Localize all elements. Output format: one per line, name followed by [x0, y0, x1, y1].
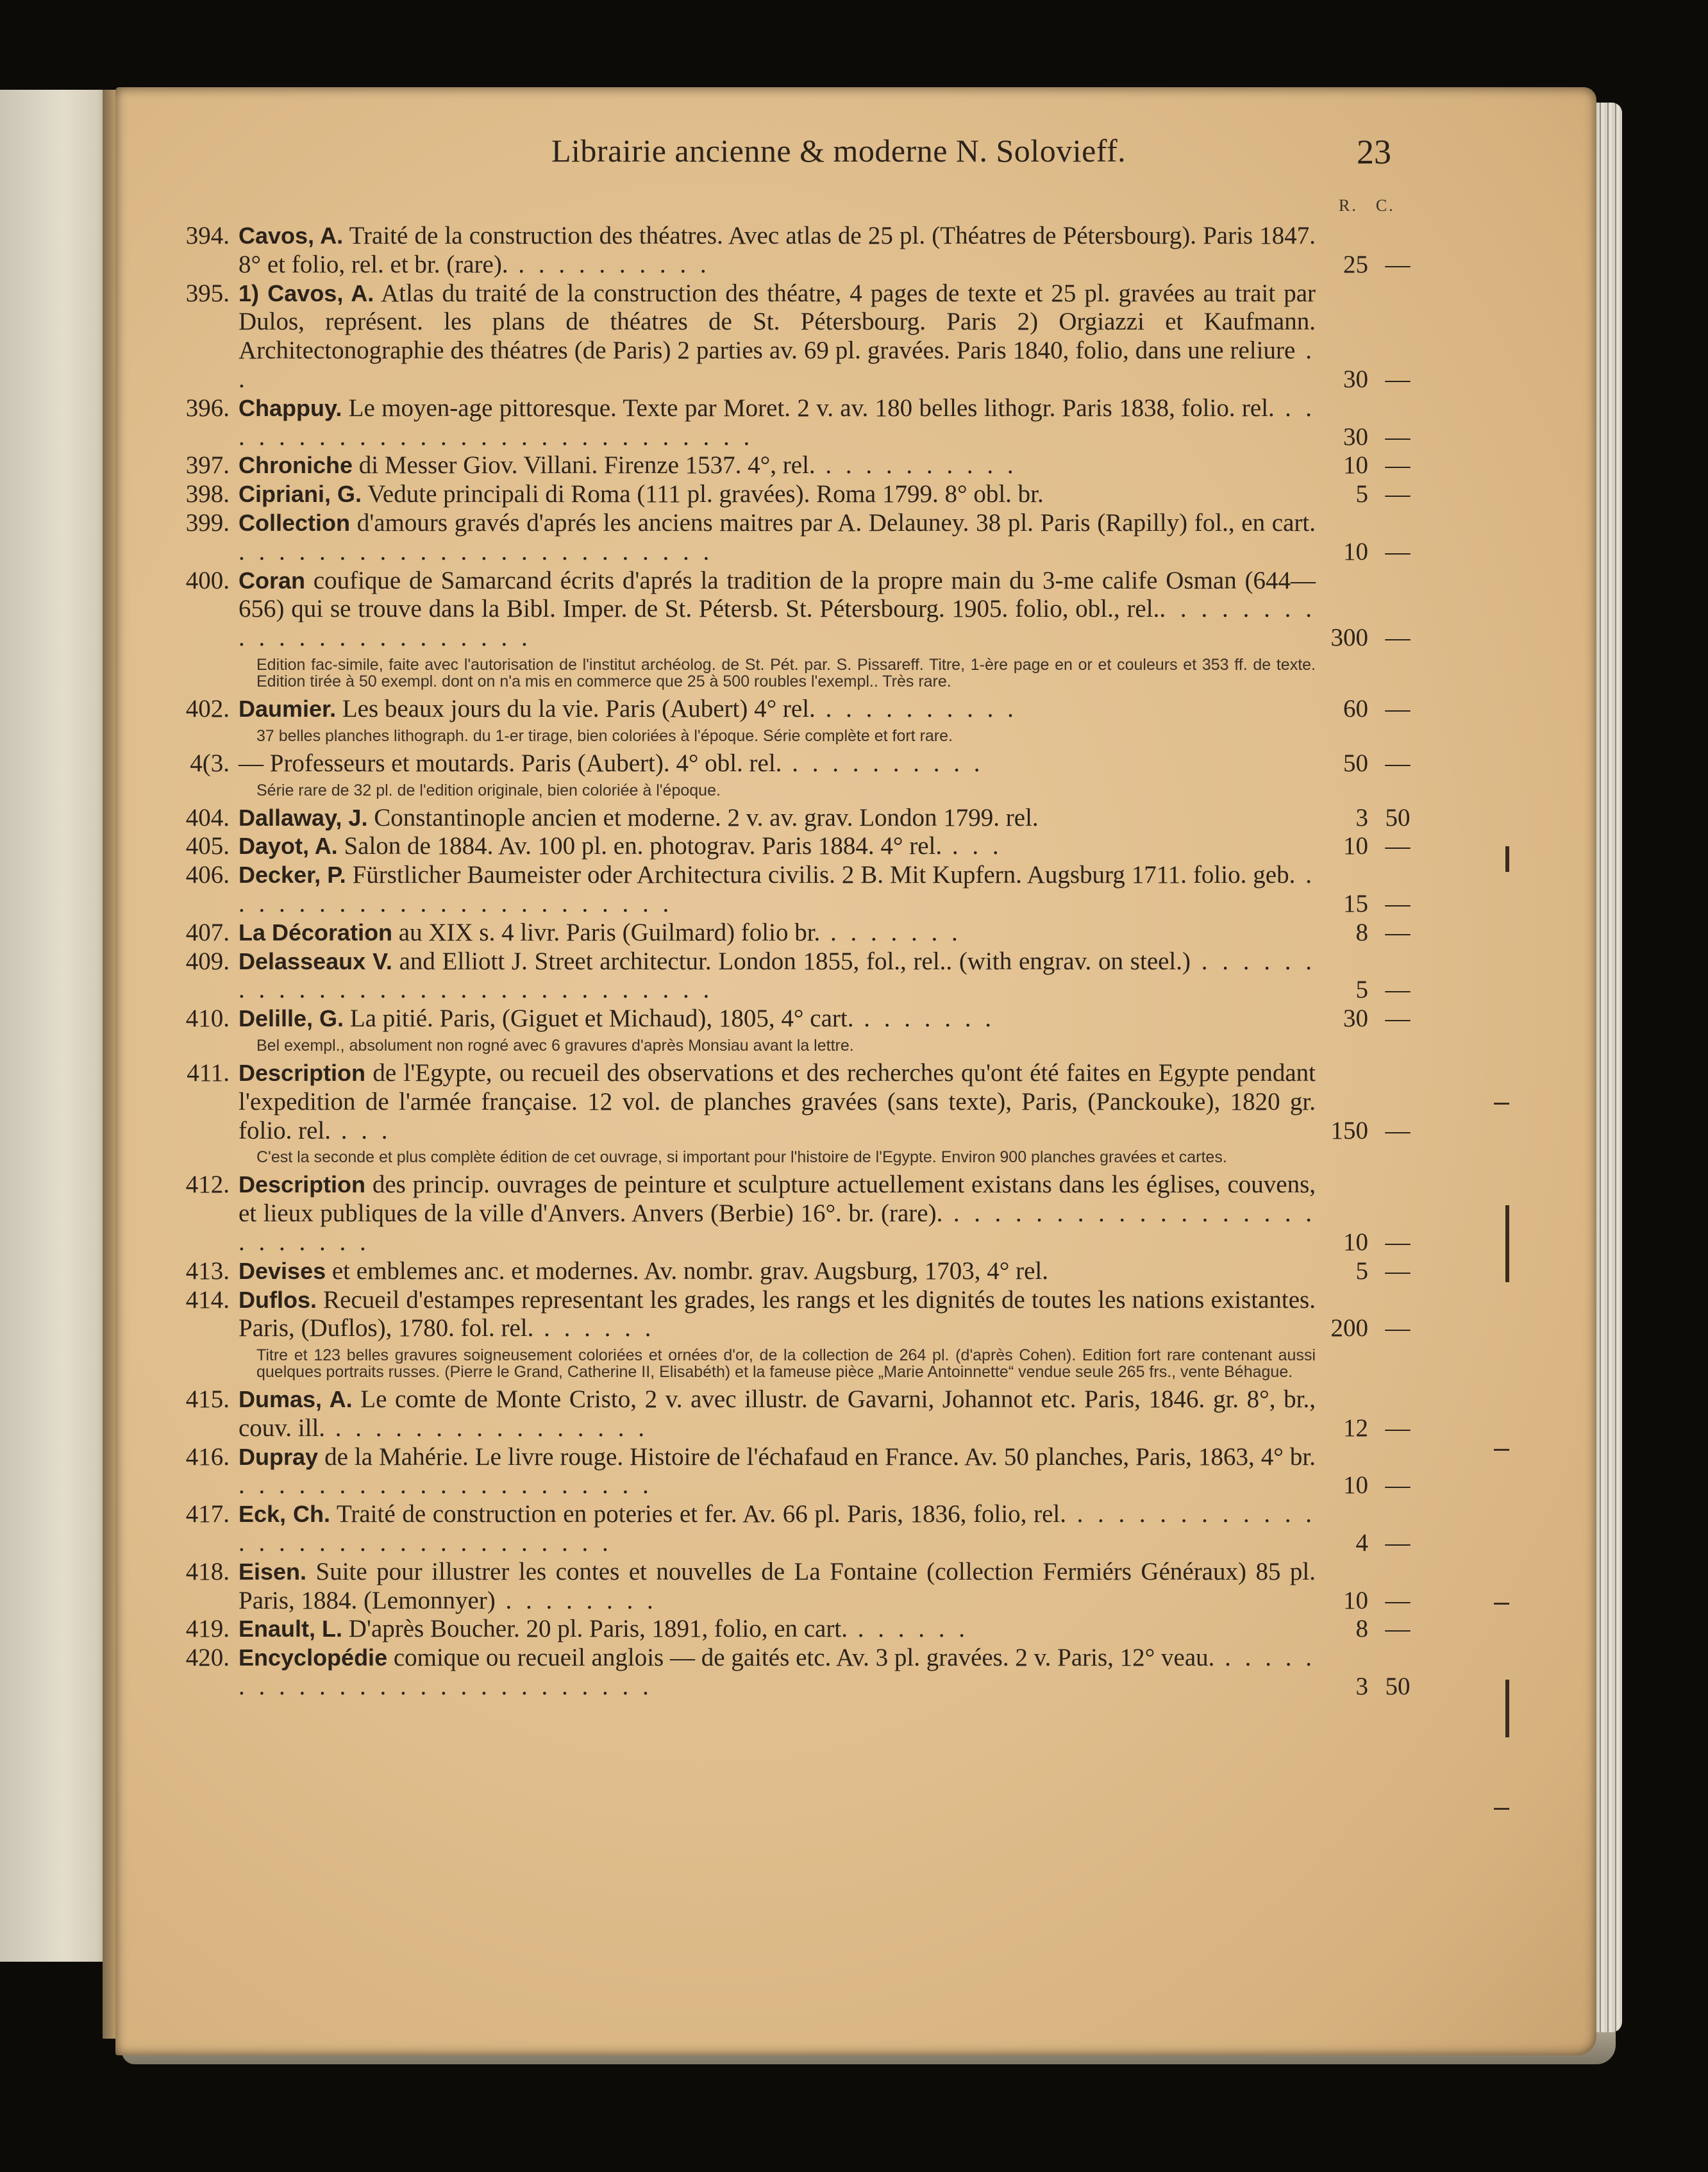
- leader-dots: . . . . . . . . . . . . . . . . . . . . . . . .: [239, 537, 714, 565]
- entry-price: [1328, 1228, 1431, 1257]
- catalogue-entry: [185, 1285, 1411, 1344]
- entry-price: [1328, 1587, 1431, 1616]
- entry-author: Chroniche: [239, 452, 353, 479]
- catalogue-entry: [185, 947, 1411, 1005]
- roubles-column-header: R.: [1339, 196, 1358, 215]
- price-roubles: 10: [1343, 451, 1368, 480]
- entry-note: Edition fac-simile, faite avec l'autorisation de l'institut archéolog. de St. Pét. par. S. Pissareff. Titre, 1-ère page en or et couleurs et 353 ff. de texte. Edition tirée à 50 exempl. dont on n'a mis en commerce que 25 à 500 roubles l'exempl.. Très rare.: [256, 655, 1316, 690]
- price-roubles: 8: [1355, 918, 1368, 946]
- catalogue-entry: [185, 222, 1411, 280]
- price-kopeks: —: [1385, 694, 1411, 723]
- price-roubles: 10: [1343, 537, 1368, 565]
- entry-price: [1328, 1117, 1431, 1146]
- header-title: Librairie ancienne & moderne N. Solovieff.: [551, 133, 1126, 169]
- price-roubles: 15: [1343, 889, 1368, 917]
- entry-price: [1328, 1005, 1431, 1033]
- entry-author: Decker, P.: [239, 862, 346, 889]
- margin-mark: [1505, 1680, 1509, 1737]
- price-roubles: 5: [1355, 1257, 1368, 1285]
- entry-text: [239, 919, 1316, 948]
- leader-dots: . . . . . . . . . . . . . . . . . . . . . . . . . . . .: [239, 394, 1316, 451]
- page-stack-edge: [1596, 103, 1622, 2032]
- entry-author: Dayot, A.: [239, 833, 338, 860]
- price-kopeks: —: [1385, 1414, 1411, 1442]
- entry-description: Recueil d'estampes representant les grades, les rangs et les dignités de toutes les nations existantes. Paris, (Duflos), 1780. fol. rel.: [239, 1285, 1316, 1342]
- entry-author: Cipriani, G.: [239, 481, 362, 508]
- entry-note: C'est la seconde et plus complète édition de cet ouvrage, si important pour l'histoire de l'Egypte. Environ 900 planches gravées et cartes.: [256, 1148, 1227, 1167]
- entry-price: [1328, 976, 1431, 1005]
- price-roubles: 25: [1343, 250, 1368, 278]
- leader-dots: . . . . . . . . . .: [815, 451, 1017, 480]
- entry-text: [239, 749, 1316, 778]
- entry-number: 4(3.: [190, 749, 230, 777]
- entry-author: 1) Cavos, A.: [239, 280, 374, 306]
- entry-number: 412.: [185, 1171, 230, 1199]
- price-kopeks: 50: [1385, 1673, 1411, 1701]
- entry-description: de l'Egypte, ou recueil des observations et des recherches qu'ont été faites en Egypte pendant l'expedition de l'armée française. 12 vol. de planches gravées (sans texte), Paris, (Panckouke), 1820 gr. folio. rel.: [239, 1058, 1316, 1144]
- price-kopeks: 50: [1385, 803, 1411, 831]
- entry-price: [1328, 695, 1431, 724]
- entry-author: Encyclopédie: [239, 1644, 388, 1671]
- leader-dots: . . . . . . . . . . . . . . . . . . . . .: [239, 1471, 653, 1500]
- entry-text: [239, 1385, 1316, 1443]
- price-roubles: 60: [1343, 694, 1368, 723]
- entry-price: [1328, 804, 1431, 833]
- leader-dots: . . . . . . .: [820, 918, 962, 946]
- entry-text: [239, 480, 1316, 509]
- left-page: [0, 90, 114, 1962]
- catalogue-entry: [185, 566, 1411, 653]
- entry-price: [1328, 1314, 1431, 1343]
- entry-author: Description: [239, 1059, 366, 1086]
- entry-author: Delille, G.: [239, 1005, 344, 1032]
- catalogue-entry: [185, 1257, 1411, 1286]
- entry-price: [1328, 538, 1431, 567]
- leader-dots: . . . . . . . . . . . . . . . . . . . . . . . . .: [239, 1199, 1316, 1256]
- entry-number: 419.: [185, 1615, 230, 1643]
- price-roubles: 4: [1355, 1529, 1368, 1557]
- entry-description: Fürstlicher Baumeister oder Architectura civilis. 2 B. Mit Kupfern. Augsburg 1711. folio. geb.: [346, 861, 1296, 889]
- entry-description: Les beaux jours du la vie. Paris (Aubert) 4° rel.: [336, 694, 816, 723]
- entry-text: [239, 1644, 1316, 1701]
- price-kopeks: —: [1385, 250, 1411, 278]
- price-roubles: 300: [1330, 624, 1368, 652]
- entry-description: La pitié. Paris, (Giguet et Michaud), 1805, 4° cart.: [344, 1005, 854, 1033]
- entry-price: [1328, 365, 1431, 394]
- entry-number: 399.: [185, 508, 230, 537]
- price-kopeks: —: [1385, 480, 1411, 508]
- entry-author: Dupray: [239, 1443, 319, 1470]
- entry-price: [1328, 251, 1431, 280]
- entry-number: 417.: [185, 1500, 230, 1528]
- catalogue-entry: [185, 508, 1411, 567]
- entry-description: Traité de construction en poteries et fer. Av. 66 pl. Paris, 1836, folio, rel.: [330, 1500, 1066, 1528]
- price-kopeks: —: [1385, 1471, 1411, 1500]
- catalogue-entry: [185, 1557, 1411, 1616]
- price-roubles: 5: [1355, 480, 1368, 508]
- entry-number: 411.: [187, 1058, 230, 1087]
- price-roubles: 30: [1343, 365, 1368, 393]
- leader-dots: . . .: [942, 832, 1003, 860]
- leader-dots: . . . . . . . .: [495, 1586, 657, 1614]
- entry-description: di Messer Giov. Villani. Firenze 1537. 4°, rel.: [353, 451, 816, 480]
- entry-description: des princip. ouvrages de peinture et sculpture actuellement existans dans les églises, couvens, et lieux publiques de la ville d'Anvers. Anvers (Berbie) 16°. br. (rare).: [239, 1171, 1316, 1228]
- catalogue-entry: [185, 918, 1411, 948]
- catalogue-entry: [185, 451, 1411, 480]
- margin-tick: [1494, 1808, 1509, 1810]
- price-roubles: 10: [1343, 1586, 1368, 1614]
- entry-description: Atlas du traité de la construction des théatre, 4 pages de texte et 25 pl. gravées au trait par Dulos, représent. les plans de théatres de St. Pétersbourg. Paris 2) Orgiazzi et Kaufmann. Architectonographie des théatres (de Paris) 2 parties av. 69 pl. gravées. Paris 1840, folio, dans une reliure: [239, 279, 1316, 365]
- price-kopeks: —: [1385, 451, 1411, 480]
- entry-description: Vedute principali di Roma (111 pl. gravées). Roma 1799. 8° obl. br.: [362, 480, 1044, 508]
- catalogue-entry: [185, 480, 1411, 509]
- leader-dots: . . . . . . . . . . . . . . . . . . . . . . .: [239, 861, 1316, 917]
- leader-dots: . . . . . .: [533, 1314, 655, 1342]
- entry-price: [1328, 1257, 1431, 1286]
- leader-dots: . . . . . . . . . . . . . . . . . . . . . . . . . . . . . .: [239, 947, 1316, 1004]
- entry-text: [239, 451, 1316, 480]
- catalogue-entry: [185, 694, 1411, 724]
- entry-number: 395.: [185, 279, 230, 307]
- entry-note: 37 belles planches lithograph. du 1-er tirage, bien coloriées à l'époque. Série complète et fort rare.: [256, 726, 953, 745]
- leader-dots: . . . . . .: [847, 1615, 969, 1643]
- price-roubles: 3: [1355, 803, 1368, 831]
- catalogue-entry: [185, 394, 1411, 452]
- entry-text: [239, 280, 1316, 394]
- leader-dots: . . . . . . . . . . . . . . . . . . . . . . . . . .: [239, 1644, 1316, 1701]
- price-roubles: 150: [1330, 1116, 1368, 1144]
- entry-author: Coran: [239, 567, 306, 594]
- entry-number: 418.: [185, 1557, 230, 1585]
- entry-description: d'amours gravés d'aprés les anciens maitres par A. Delauney. 38 pl. Paris (Rapilly) fol., en cart.: [350, 508, 1316, 537]
- entry-text: [239, 1171, 1316, 1257]
- entry-description: and Elliott J. Street architectur. London 1855, fol., rel.. (with engrav. on steel.): [392, 947, 1191, 975]
- entry-number: 406.: [185, 861, 230, 889]
- entry-text: [239, 1558, 1316, 1616]
- price-kopeks: —: [1385, 624, 1411, 652]
- price-kopeks: —: [1385, 1314, 1411, 1342]
- price-kopeks: —: [1385, 976, 1411, 1004]
- catalogue-entries: [185, 222, 1411, 1701]
- entry-description: — Professeurs et moutards. Paris (Aubert). 4° obl. rel.: [239, 749, 782, 777]
- price-kopeks: —: [1385, 749, 1411, 777]
- leader-dots: . . . . . . . . . .: [508, 250, 710, 278]
- entry-number: 400.: [185, 566, 230, 594]
- entry-number: 398.: [185, 480, 230, 508]
- catalogue-entry: [190, 749, 1411, 778]
- entry-text: [239, 567, 1316, 653]
- entry-text: [239, 1257, 1316, 1286]
- entry-number: 407.: [185, 918, 230, 946]
- catalogue-entry: [185, 1385, 1411, 1443]
- entry-number: 404.: [185, 803, 230, 831]
- kopeks-column-header: C.: [1375, 196, 1395, 215]
- entry-description: Constantinople ancien et moderne. 2 v. av. grav. London 1799. rel.: [367, 803, 1039, 831]
- entry-price: [1328, 451, 1431, 480]
- entry-author: Eisen.: [239, 1558, 307, 1585]
- entry-price: [1328, 624, 1431, 653]
- entry-price: [1328, 1529, 1431, 1558]
- catalogue-entry: [185, 1500, 1411, 1558]
- entry-number: 413.: [185, 1257, 230, 1285]
- entry-price: [1328, 1615, 1431, 1644]
- margin-tick: [1494, 1449, 1509, 1451]
- entry-number: 409.: [185, 947, 230, 975]
- entry-number: 396.: [185, 394, 230, 422]
- entry-text: [239, 1286, 1316, 1344]
- price-roubles: 50: [1343, 749, 1368, 777]
- entry-author: Eck, Ch.: [239, 1501, 330, 1528]
- entry-author: Devises: [239, 1257, 326, 1284]
- price-roubles: 200: [1330, 1314, 1368, 1342]
- entry-description: coufique de Samarcand écrits d'aprés la tradition de la propre main du 3-me calife Osman (644—656) qui se trouve dans la Bibl. Imper. de St. Pétersb. St. Pétersbourg. 1905. folio, obl., rel.: [239, 566, 1316, 623]
- entry-description: Le moyen-age pittoresque. Texte par Moret. 2 v. av. 180 belles lithogr. Paris 1838, folio. rel.: [342, 394, 1275, 422]
- entry-author: La Décoration: [239, 919, 393, 946]
- entry-description: de la Mahérie. Le livre rouge. Histoire de l'échafaud en France. Av. 50 planches, Paris, 1863, 4° br.: [318, 1442, 1316, 1471]
- entry-text: [239, 1615, 1316, 1644]
- margin-tick: [1494, 1603, 1509, 1605]
- entry-description: au XIX s. 4 livr. Paris (Guilmard) folio br.: [392, 918, 821, 946]
- entry-author: Delasseaux V.: [239, 948, 392, 974]
- price-kopeks: —: [1385, 1529, 1411, 1557]
- page-number: 23: [1357, 133, 1391, 171]
- entry-number: 420.: [185, 1644, 230, 1672]
- entry-text: [239, 948, 1316, 1005]
- entry-price: [1328, 919, 1431, 948]
- entry-number: 415.: [185, 1385, 230, 1414]
- entry-number: 394.: [185, 222, 230, 249]
- price-kopeks: —: [1385, 1116, 1411, 1144]
- entry-text: [239, 832, 1316, 861]
- entry-text: [239, 1005, 1316, 1033]
- entry-number: 405.: [185, 832, 230, 860]
- entry-text: [239, 861, 1316, 919]
- entry-author: Enault, L.: [239, 1616, 342, 1642]
- price-roubles: 30: [1343, 1005, 1368, 1033]
- catalogue-entry: [185, 1615, 1411, 1644]
- entry-text: [239, 695, 1316, 724]
- entry-price: [1328, 832, 1431, 861]
- entry-description: comique ou recueil anglois — de gaités etc. Av. 3 pl. gravées. 2 v. Paris, 12° veau.: [387, 1644, 1215, 1672]
- entry-description: Le comte de Monte Cristo, 2 v. avec illustr. de Gavarni, Johannot etc. Paris, 1846. gr. 8°, br., couv. ill.: [239, 1385, 1316, 1442]
- leader-dots: . . . . . . . . . . . . . . . . . . . . . . . . . . . . . . .: [239, 1500, 1316, 1557]
- price-kopeks: —: [1385, 1228, 1411, 1256]
- leader-dots: . . . . . . . . . . . . . . . .: [325, 1414, 649, 1442]
- leader-dots: . . . . . . . . . . . . . . . . . . . . . . .: [239, 595, 1316, 652]
- entry-number: 402.: [185, 694, 230, 723]
- entry-price: [1328, 480, 1431, 509]
- entry-description: et emblemes anc. et modernes. Av. nombr. grav. Augsburg, 1703, 4° rel.: [326, 1257, 1048, 1285]
- price-roubles: 5: [1355, 976, 1368, 1004]
- price-roubles: 3: [1355, 1673, 1368, 1701]
- price-roubles: 10: [1343, 832, 1368, 860]
- entry-text: [239, 1500, 1316, 1558]
- price-kopeks: —: [1385, 1615, 1411, 1643]
- entry-author: Chappuy.: [239, 394, 342, 421]
- entry-price: [1328, 890, 1431, 919]
- catalogue-entry: [185, 1442, 1411, 1501]
- running-header: [147, 126, 1391, 177]
- entry-number: 414.: [185, 1285, 230, 1314]
- entry-price: [1328, 1471, 1431, 1500]
- entry-author: Cavos, A.: [239, 222, 344, 249]
- entry-author: Duflos.: [239, 1286, 317, 1313]
- margin-mark: [1505, 846, 1509, 872]
- price-kopeks: —: [1385, 1586, 1411, 1614]
- margin-tick: [1494, 1103, 1509, 1105]
- price-roubles: 8: [1355, 1615, 1368, 1643]
- entry-description: Salon de 1884. Av. 100 pl. en. photograv. Paris 1884. 4° rel.: [337, 832, 942, 860]
- entry-text: [239, 509, 1316, 567]
- entry-text: [239, 1443, 1316, 1501]
- entry-text: [239, 1059, 1316, 1145]
- price-kopeks: —: [1385, 537, 1411, 565]
- catalogue-entry: [185, 1005, 1411, 1033]
- price-roubles: 10: [1343, 1471, 1368, 1500]
- entry-price: [1328, 749, 1431, 778]
- entry-number: 397.: [185, 451, 230, 480]
- price-kopeks: —: [1385, 1257, 1411, 1285]
- price-kopeks: —: [1385, 832, 1411, 860]
- entry-text: [239, 222, 1316, 280]
- leader-dots: . .: [239, 337, 1316, 393]
- price-kopeks: —: [1385, 1005, 1411, 1033]
- leader-dots: . . .: [331, 1116, 392, 1144]
- entry-note: Série rare de 32 pl. de l'edition originale, bien coloriée à l'époque.: [256, 781, 721, 799]
- entry-description: D'après Boucher. 20 pl. Paris, 1891, folio, en cart.: [342, 1615, 848, 1643]
- catalogue-entry: [185, 1644, 1411, 1701]
- catalogue-entry: [185, 803, 1411, 833]
- price-kopeks: —: [1385, 365, 1411, 393]
- entry-number: 416.: [185, 1442, 230, 1471]
- catalogue-entry: [185, 1171, 1411, 1257]
- price-roubles: 12: [1343, 1414, 1368, 1442]
- price-kopeks: —: [1385, 889, 1411, 917]
- entry-price: [1328, 423, 1431, 452]
- entry-text: [239, 804, 1316, 833]
- price-kopeks: —: [1385, 918, 1411, 946]
- entry-price: [1328, 1414, 1431, 1443]
- leader-dots: . . . . . . . . . .: [782, 749, 984, 777]
- catalogue-entry: [187, 1058, 1411, 1145]
- entry-note: Bel exempl., absolument non rogné avec 6 gravures d'après Monsiau avant la lettre.: [256, 1036, 854, 1055]
- catalogue-entry: [185, 832, 1411, 861]
- entry-author: Collection: [239, 509, 351, 536]
- catalogue-entry: [185, 861, 1411, 919]
- entry-price: [1328, 1673, 1431, 1701]
- entry-note: Titre et 123 belles gravures soigneusement coloriées et ornées d'or, de la collection de 264 pl. (d'après Cohen). Edition fort rare contenant aussi quelques portraits russes. (Pierre le Grand, Catherine II, Elisabéth) et la fameuse pièce „Marie Antoinnette“ vendue seule 265 frs., vente Béhague.: [256, 1346, 1316, 1382]
- entry-author: Dallaway, J.: [239, 804, 368, 831]
- entry-description: Traité de la construction des théatres. Avec atlas de 25 pl. (Théatres de Pétersbourg). Paris 1847. 8° et folio, rel. et br. (rare).: [239, 222, 1316, 278]
- entry-author: Dumas, A.: [239, 1386, 353, 1413]
- catalogue-entry: [185, 279, 1411, 394]
- entry-author: Description: [239, 1171, 366, 1198]
- price-roubles: 10: [1343, 1228, 1368, 1256]
- price-roubles: 30: [1343, 422, 1368, 451]
- margin-mark: [1505, 1205, 1509, 1282]
- entry-description: Suite pour illustrer les contes et nouvelles de La Fontaine (collection Fermiérs Généraux) 85 pl. Paris, 1884. (Lemonnyer): [239, 1557, 1316, 1614]
- price-kopeks: —: [1385, 422, 1411, 451]
- leader-dots: . . . . . . .: [853, 1005, 995, 1033]
- price-column-headers: [1339, 196, 1416, 215]
- leader-dots: . . . . . . . . . .: [815, 694, 1017, 723]
- entry-author: Daumier.: [239, 695, 337, 722]
- entry-number: 410.: [185, 1005, 230, 1033]
- entry-text: [239, 394, 1316, 452]
